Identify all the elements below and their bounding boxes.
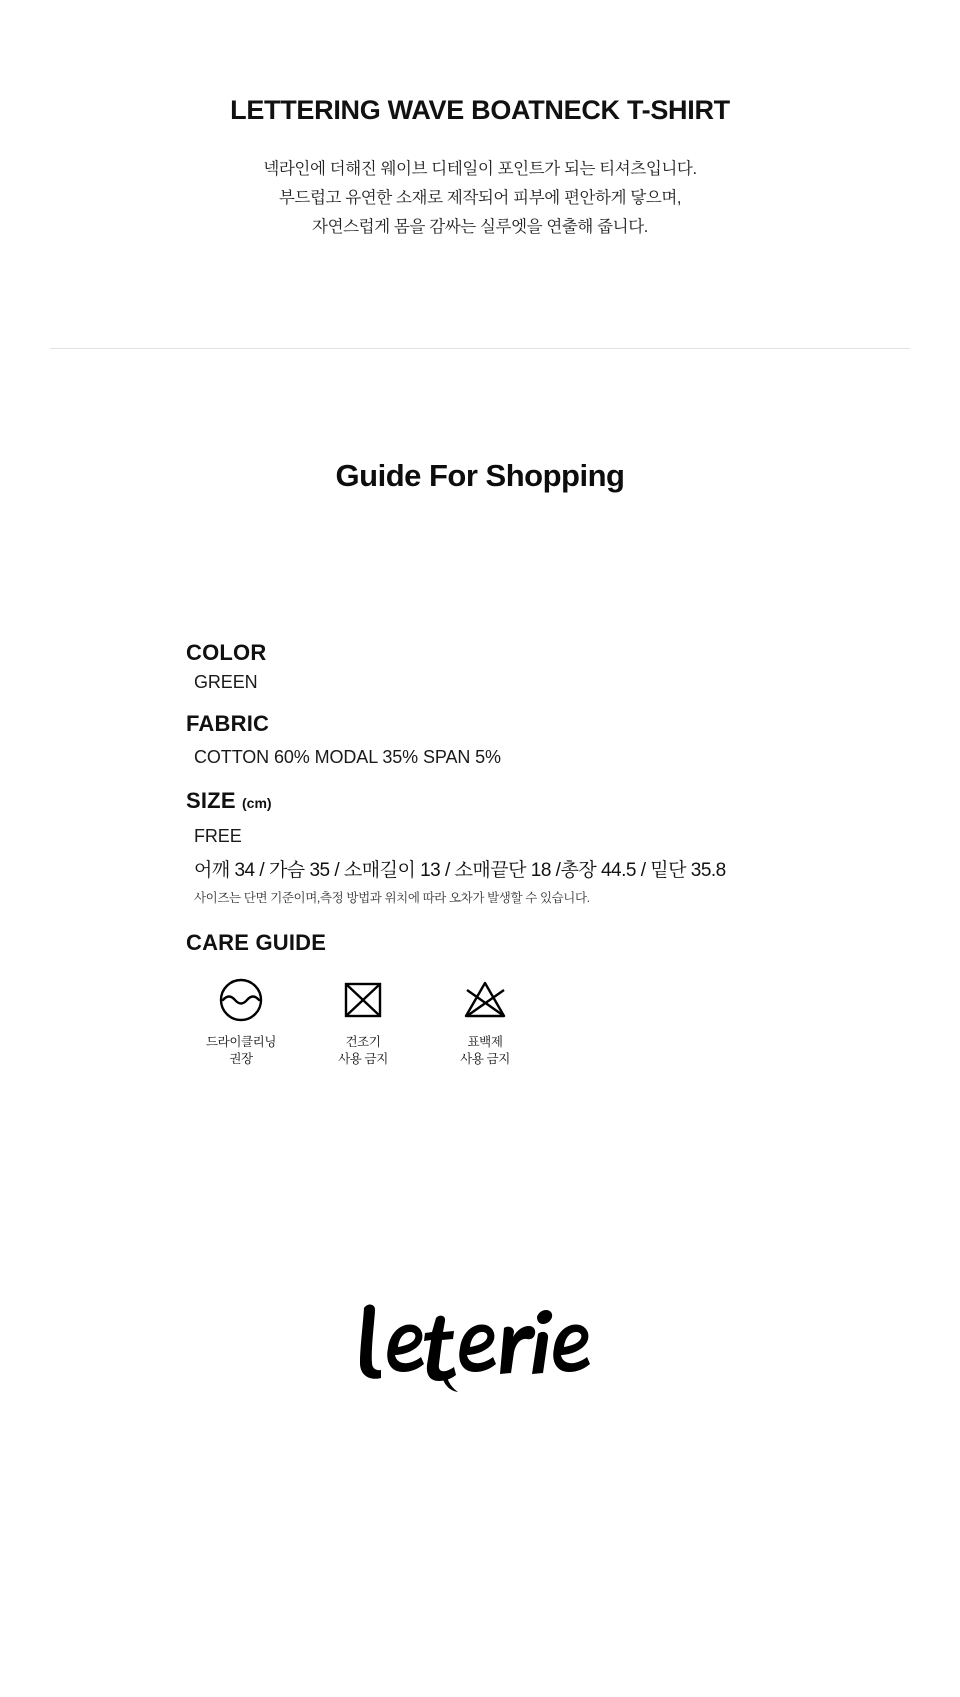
brand-logo (0, 1290, 960, 1400)
care-caption-dry-clean (198, 1034, 284, 1068)
care-icon-list (198, 974, 886, 1068)
product-description (0, 155, 960, 242)
care-caption-line-1: 건조기 (345, 1035, 381, 1049)
product-description-line-1: 넥라인에 더해진 웨이브 디테일이 포인트가 되는 티셔츠입니다. (263, 160, 697, 178)
care-guide-label: CARE GUIDE (186, 930, 327, 955)
product-spec-list (186, 640, 886, 1068)
no-tumble-dry-icon (320, 974, 406, 1026)
care-caption-line-1: 드라이클리닝 (205, 1035, 277, 1049)
size-label-text: SIZE (186, 788, 236, 813)
size-note: 사이즈는 단면 기준이며,측정 방법과 위치에 따라 오차가 발생할 수 있습니다. (194, 891, 590, 905)
size-label (186, 788, 886, 814)
fabric-value: COTTON 60% MODAL 35% SPAN 5% (194, 747, 501, 767)
care-caption-line-2: 사용 금지 (460, 1052, 510, 1066)
care-caption-line-2: 사용 금지 (338, 1052, 388, 1066)
care-item-dry-clean (198, 974, 284, 1068)
color-value: GREEN (194, 672, 258, 692)
care-item-no-tumble-dry (320, 974, 406, 1068)
guide-heading: Guide For Shopping (335, 458, 625, 493)
care-caption-line-2: 권장 (229, 1052, 253, 1066)
care-caption-no-bleach (442, 1034, 528, 1068)
page-title: LETTERING WAVE BOATNECK T-SHIRT (230, 95, 730, 125)
size-option: FREE (194, 826, 242, 846)
color-label: COLOR (186, 640, 267, 665)
size-unit: (cm) (242, 795, 272, 811)
no-bleach-icon (442, 974, 528, 1026)
fabric-label: FABRIC (186, 711, 270, 736)
section-divider (50, 348, 910, 349)
product-description-line-3: 자연스럽게 몸을 감싸는 실루엣을 연출해 줍니다. (312, 218, 648, 236)
care-item-no-bleach (442, 974, 528, 1068)
dry-clean-icon (198, 974, 284, 1026)
size-measurements: 어깨 34 / 가슴 35 / 소매길이 13 / 소매끝단 18 /총장 44.5 / 밑단 35.8 (194, 860, 726, 881)
care-caption-no-tumble-dry (320, 1034, 406, 1068)
product-description-line-2: 부드럽고 유연한 소재로 제작되어 피부에 편안하게 닿으며, (278, 189, 682, 207)
care-caption-line-1: 표백제 (467, 1035, 503, 1049)
